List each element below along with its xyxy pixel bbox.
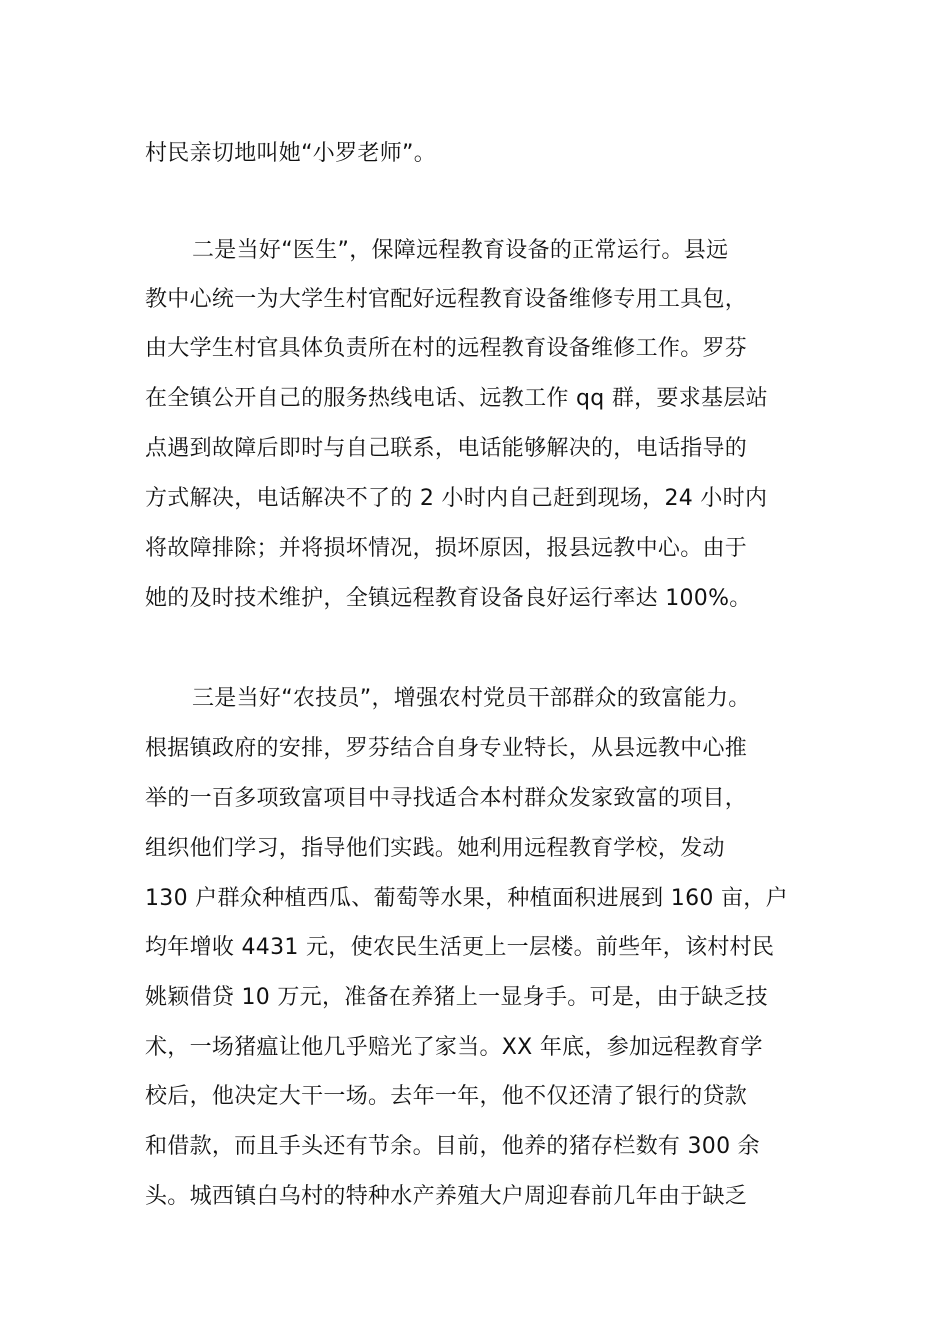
paragraph-3-line-10: 和借款，而且手头还有节余。目前，他养的猪存栏数有 300 余: [145, 1134, 760, 1159]
paragraph-3-line-7: 姚颖借贷 10 万元，准备在养猪上一显身手。可是，由于缺乏技: [145, 985, 768, 1010]
paragraph-2-line-3: 由大学生村官具体负责所在村的远程教育设备维修工作。罗芬: [145, 336, 748, 361]
paragraph-2-line-7: 将故障排除；并将损坏情况，损坏原因，报县远教中心。由于: [145, 536, 748, 561]
paragraph-3-line-11: 头。城西镇白乌村的特种水产养殖大户周迎春前几年由于缺乏: [145, 1184, 748, 1209]
paragraph-3-line-4: 组织他们学习，指导他们实践。她利用远程教育学校，发动: [145, 836, 725, 861]
paragraph-2-line-2: 教中心统一为大学生村官配好远程教育设备维修专用工具包，: [145, 287, 748, 312]
paragraph-1-line-1: 村民亲切地叫她“小罗老师”。: [145, 141, 436, 166]
paragraph-3-line-1: 三是当好“农技员”，增强农村党员干部群众的致富能力。: [192, 686, 751, 711]
paragraph-2-line-6: 方式解决，电话解决不了的 2 小时内自己赶到现场，24 小时内: [145, 486, 768, 511]
paragraph-3-line-9: 校后，他决定大干一场。去年一年，他不仅还清了银行的贷款: [145, 1084, 748, 1109]
paragraph-2-line-5: 点遇到故障后即时与自己联系，电话能够解决的，电话指导的: [145, 436, 748, 461]
paragraph-3-line-2: 根据镇政府的安排，罗芬结合自身专业特长，从县远教中心推: [145, 736, 748, 761]
paragraph-3-line-5: 130 户群众种植西瓜、葡萄等水果，种植面积进展到 160 亩，户: [145, 886, 788, 911]
paragraph-2-line-4: 在全镇公开自己的服务热线电话、远教工作 qq 群，要求基层站: [145, 386, 768, 411]
paragraph-3-line-6: 均年增收 4431 元，使农民生活更上一层楼。前些年，该村村民: [145, 935, 775, 960]
paragraph-3-line-8: 术，一场猪瘟让他几乎赔光了家当。XX 年底，参加远程教育学: [145, 1035, 763, 1060]
paragraph-2-line-1: 二是当好“医生”，保障远程教育设备的正常运行。县远: [192, 238, 729, 263]
paragraph-3-line-3: 举的一百多项致富项目中寻找适合本村群众发家致富的项目，: [145, 786, 748, 811]
paragraph-2-line-8: 她的及时技术维护，全镇远程教育设备良好运行率达 100%。: [145, 586, 752, 611]
